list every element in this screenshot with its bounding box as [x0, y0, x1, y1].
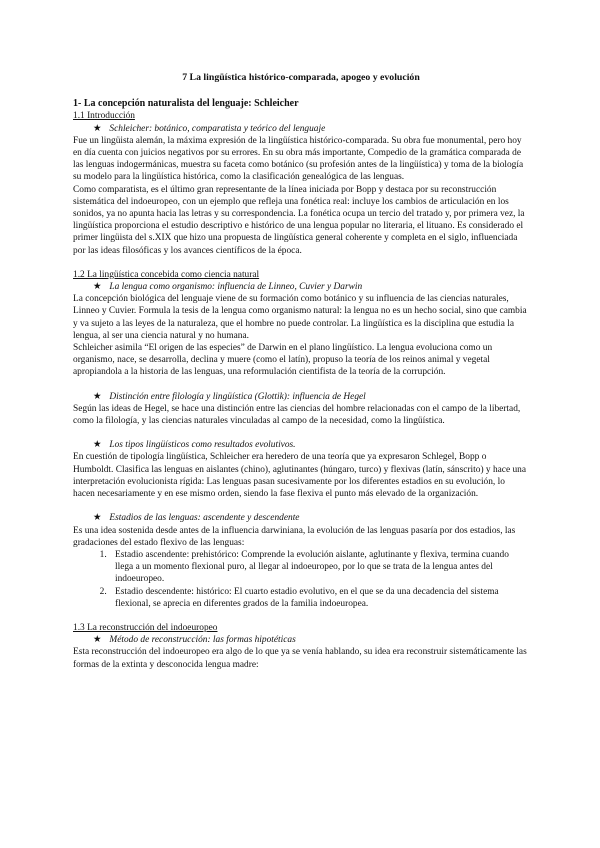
bullet-item — [73, 391, 529, 403]
paragraph: Fue un lingüista alemán, la máxima expresión de la lingüística histórico-comparada. Su obra fue monumental, pero hoy en día cuenta con juicios negativos por su errores. En su obra más importante, Compedio de la gramática comparada de las lenguas indogermánicas, muestra su faceta como botánico (su profesión antes de la lingüística) y toma de la biología su modelo para la lingüística histórica, como la clasificación genealógica de las lenguas. — [73, 135, 524, 183]
bullet-item — [73, 634, 529, 646]
subsection-heading: 1.1 Introducción — [73, 111, 135, 122]
paragraph: Es una idea sostenida desde antes de la influencia darwiniana, la evolución de las lenguas pasaría por dos estadios, las gradaciones del estado flexivo de las lenguas: — [73, 525, 516, 548]
bullet-item — [73, 281, 529, 293]
document-page — [73, 72, 529, 671]
star-bullet-icon: ★ — [93, 123, 102, 134]
star-bullet-icon: ★ — [93, 391, 102, 402]
subsection-heading: 1.3 La reconstrucción del indoeuropeo — [73, 622, 218, 633]
spacer — [73, 500, 529, 512]
paragraph: La concepción biológica del lenguaje viene de su formación como botánico y su influencia de las ciencias naturales, Linneo y Cuvier. Formula la tesis de la lengua como organismo natural: la lengua no es un hecho social, sino que cambia y va sujeto a las leyes de la naturaleza, que el hombre no puede controlar. La lingüística es la disciplina que estudia la lengua, al ser una ciencia natural y no humana. — [73, 294, 527, 341]
bullet-text: Distinción entre filología y lingüística (Glottik): influencia de Hegel — [109, 391, 366, 402]
list-item: 2. Estadio descendente: histórico: El cuarto estadio evolutivo, en el que se da una decadencia del sistema flexional, se aprecia en diferentes grados de la familia indoeuropea. — [109, 586, 529, 610]
bullet-item — [73, 439, 529, 451]
bullet-text: Schleicher: botánico, comparatista y teórico del lenguaje — [109, 123, 326, 134]
paragraph: Esta reconstrucción del indoeuropeo era algo de lo que ya se venía hablando, su idea era reconstruir sistemáticamente las formas de la extinta y desconocida lengua madre: — [73, 647, 527, 670]
spacer — [73, 610, 529, 622]
section-heading: 1- La concepción naturalista del lenguaje: Schleicher — [73, 98, 299, 110]
star-bullet-icon: ★ — [93, 635, 102, 646]
spacer — [73, 427, 529, 439]
spacer — [73, 257, 529, 269]
bullet-text: Estadios de las lenguas: ascendente y descendente — [109, 513, 300, 524]
bullet-text: Método de reconstrucción: las formas hipotéticas — [109, 635, 296, 646]
spacer — [73, 379, 529, 391]
numbered-list — [73, 549, 529, 610]
paragraph: Según las ideas de Hegel, se hace una distinción entre las ciencias del hombre relacionadas con el campo de la libertad, como la filología, y las ciencias naturales vinculadas al campo de la necesidad, como la lingüística. — [73, 403, 521, 427]
bullet-text: La lengua como organismo: influencia de Linneo, Cuvier y Darwin — [109, 282, 363, 293]
bullet-item — [73, 123, 529, 135]
paragraph: En cuestión de tipología lingüística, Schleicher era heredero de una teoría que ya expresaron Schlegel, Bopp o Humboldt. Clasifica las lenguas en aislantes (chino), aglutinantes (húngaro, turco) y flexivas (latín, sánscrito) y hace una interpretación evolucionista rígida: Las lenguas pasan sucesivamente por los diferentes estadios en su evolución, lo hacen necesariamente y en ese mismo orden, siendo la fase flexiva el punto más elevado de la organización. — [73, 452, 526, 500]
subsection-heading: 1.2 La lingüística concebida como ciencia natural — [73, 269, 260, 280]
bullet-item — [73, 512, 529, 524]
star-bullet-icon: ★ — [93, 440, 102, 451]
star-bullet-icon: ★ — [93, 513, 102, 524]
paragraph: Schleicher asimila “El origen de las especies” de Darwin en el plano lingüístico. La lengua evoluciona como un organismo, nace, se desarrolla, declina y muere (como el latín), propuso la teoría de los reinos animal y vegetal apropiandola a la historia de las lenguas, una reformulación cientifista de la teoría de la corrupción. — [73, 343, 493, 378]
document-title: 7 La lingüística histórico-comparada, apogeo y evolución — [182, 72, 420, 83]
star-bullet-icon: ★ — [93, 282, 102, 293]
bullet-text: Los tipos lingüísticos como resultados evolutivos. — [109, 440, 296, 451]
paragraph: Como comparatista, es el último gran representante de la línea iniciada por Bopp y destaca por su reconstrucción sistemática del indoeuropeo, con un ejemplo que refleja una fonética real: incluye los cambios de articulación en los sonidos, ya no apunta hacia las letras y su correspondencia. La fonética ocupa un tercio del tratado y, por primera vez, la lingüística proporciona el estudio descriptivo e histórico de una lengua popular no literaria, el lituano. Es considerado el primer lingüista del s.XIX que hizo una propuesta de lingüística general coherente y completa en el siglo, influenciada por las ideas filosóficas y los avances científicos de la época. — [73, 184, 525, 256]
list-item: 1. Estadio ascendente: prehistórico: Comprende la evolución aislante, aglutinante y flexiva, termina cuando llega a un momento flexional puro, al llegar al indoeuropeo, por lo que se trata de la lengua antes del indoeuropeo. — [109, 549, 529, 586]
